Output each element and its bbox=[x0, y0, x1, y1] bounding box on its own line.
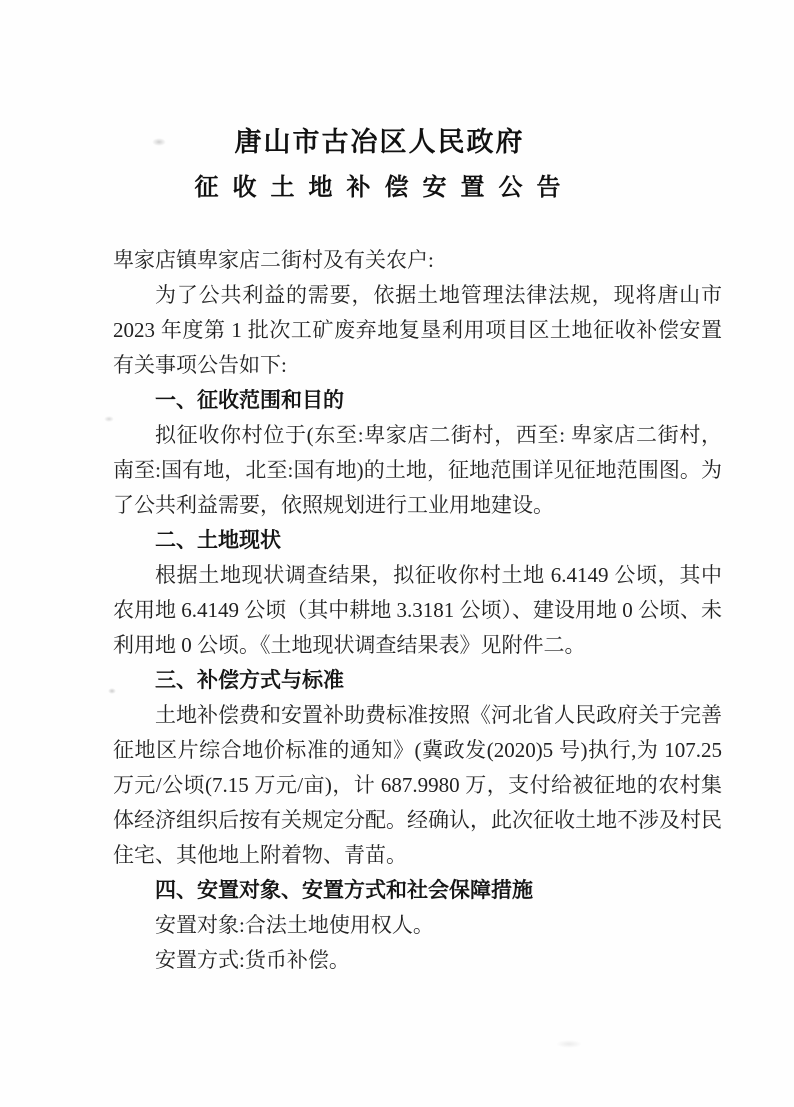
section-3-paragraph: 土地补偿费和安置补助费标准按照《河北省人民政府关于完善征地区片综合地价标准的通知》(冀政发(2020)5 号)执行,为 107.25 万元/公顷(7.15 万元/亩)，计 687.9980 万，支付给被征地的农村集体经济组织后按有关规定分配。经确认，此次征收土地不涉及村民住宅、其他地上附着物、青苗。 bbox=[113, 703, 722, 868]
section-2-heading: 二、土地现状 bbox=[155, 529, 281, 553]
section-3-heading: 三、补偿方式与标准 bbox=[155, 669, 344, 693]
section-4-paragraph-resettlement-target: 安置对象:合法土地使用权人。 bbox=[155, 913, 434, 938]
section-4-heading: 四、安置对象、安置方式和社会保障措施 bbox=[155, 879, 533, 903]
intro-paragraph: 为了公共利益的需要，依据土地管理法律法规，现将唐山市 2023 年度第 1 批次工矿废弃地复垦利用项目区土地征收补偿安置有关事项公告如下: bbox=[113, 283, 722, 378]
document-subtitle: 征 收 土 地 补 偿 安 置 公 告 bbox=[194, 175, 565, 202]
section-1-paragraph: 拟征收你村位于(东至:卑家店二街村，西至: 卑家店二街村，南至:国有地，北至:国有地)的土地，征地范围详见征地范围图。为了公共利益需要，依照规划进行工业用地建设。 bbox=[113, 423, 722, 518]
section-2-paragraph: 根据土地现状调查结果，拟征收你村土地 6.4149 公顷，其中农用地 6.4149 公顷（其中耕地 3.3181 公顷）、建设用地 0 公顷、未利用地 0 公顷。《土地现状调查结果表》见附件二。 bbox=[113, 563, 722, 658]
document-body bbox=[113, 243, 722, 978]
section-1-heading: 一、征收范围和目的 bbox=[155, 389, 344, 413]
document-title: 唐山市古冶区人民政府 bbox=[234, 127, 525, 157]
salutation: 卑家店镇卑家店二街村及有关农户: bbox=[113, 248, 434, 273]
section-4-paragraph-resettlement-method: 安置方式:货币补偿。 bbox=[155, 948, 350, 973]
document-header bbox=[75, 126, 684, 203]
